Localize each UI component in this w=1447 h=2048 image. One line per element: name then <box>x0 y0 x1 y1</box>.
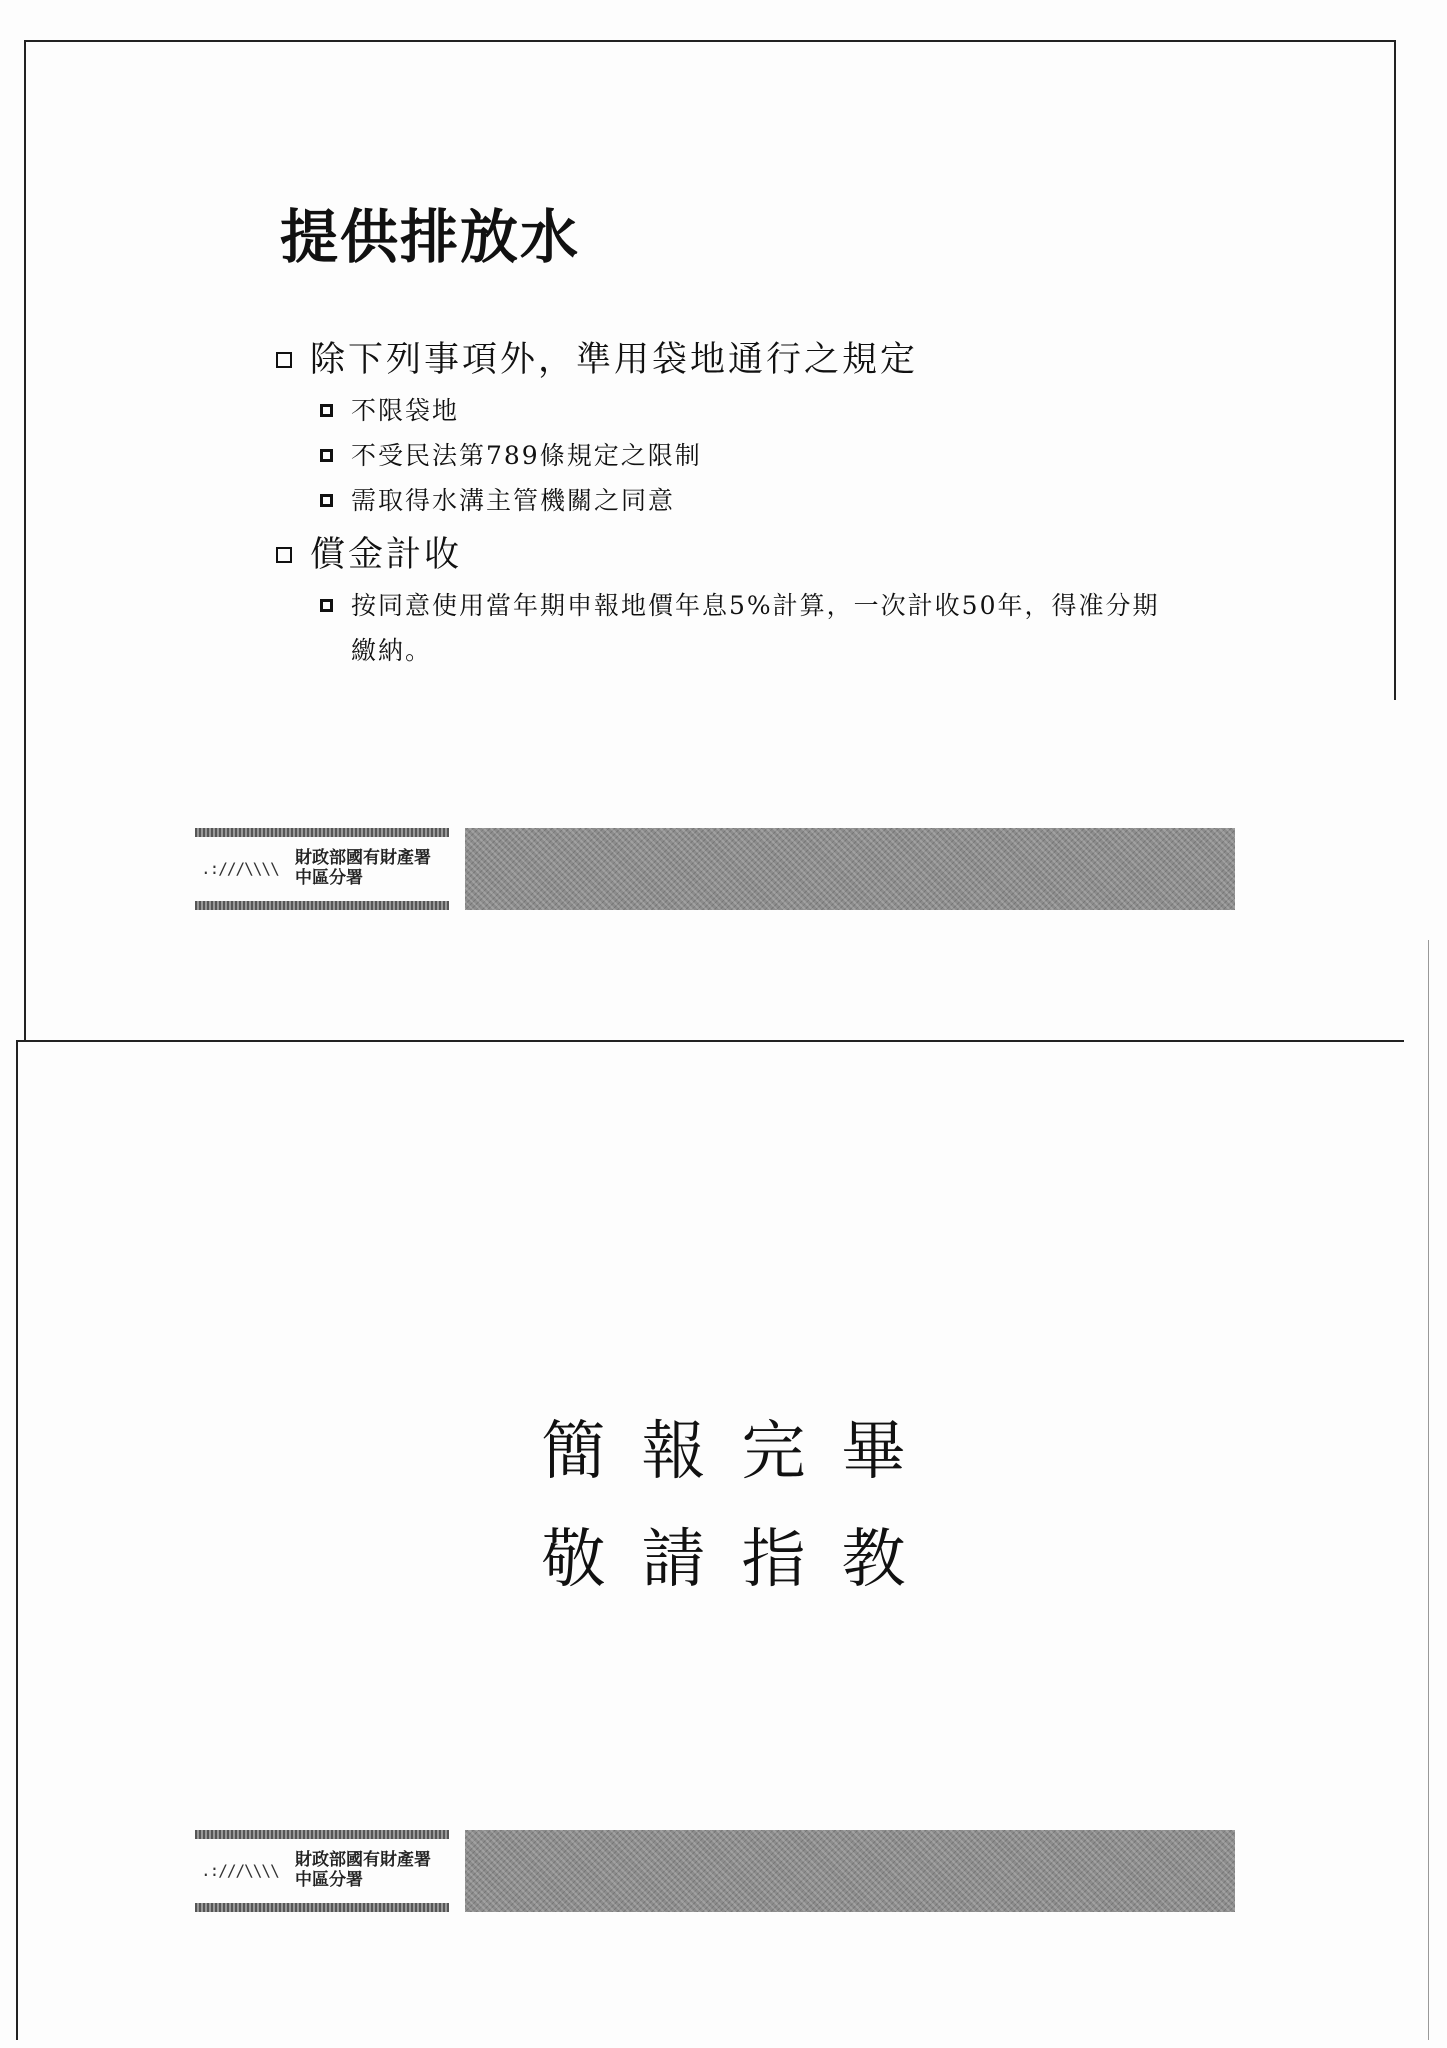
sub-bullet-text: 不受民法第789條規定之限制 <box>351 441 702 470</box>
bullet-text: 除下列事項外，準用袋地通行之規定 <box>310 340 919 380</box>
bullet-text: 償金計收 <box>310 535 463 575</box>
sub-bullet-item <box>320 478 1196 523</box>
org-branch: 中區分署 <box>295 868 363 888</box>
mountain-logo-icon: .:///\\\\ <box>201 859 279 878</box>
org-logo <box>195 1830 449 1912</box>
org-name: 財政部國有財產署 <box>295 1850 431 1870</box>
square-bullet-icon <box>320 599 333 612</box>
footer-gray-band <box>465 1830 1235 1912</box>
square-bullet-icon <box>320 494 333 507</box>
bullet-item <box>276 332 1196 388</box>
org-name: 財政部國有財產署 <box>295 848 431 868</box>
org-branch: 中區分署 <box>295 1870 363 1890</box>
square-bullet-icon <box>320 404 333 417</box>
slide1-right-border <box>1394 40 1396 700</box>
slide-divider <box>16 1040 1404 1042</box>
footer-gray-band <box>465 828 1235 910</box>
sub-bullet-item <box>320 388 1196 433</box>
closing-line-2: 敬請指教 <box>541 1523 942 1597</box>
closing-line-1: 簡報完畢 <box>541 1415 942 1489</box>
sub-bullet-item <box>320 433 1196 478</box>
bullet-list <box>276 332 1196 673</box>
slide1-top-border <box>24 40 1396 42</box>
hollow-square-bullet-icon <box>276 547 292 563</box>
sub-bullet-text: 按同意使用當年期申報地價年息5%計算，一次計收50年，得准分期繳納。 <box>351 591 1160 665</box>
org-logo <box>195 828 449 910</box>
mountain-logo-icon: .:///\\\\ <box>201 1861 279 1880</box>
slide-title: 提供排放水 <box>280 203 581 271</box>
hollow-square-bullet-icon <box>276 352 292 368</box>
sub-bullet-text: 不限袋地 <box>351 396 460 425</box>
slide-footer <box>195 828 1235 910</box>
sub-bullet-text: 需取得水溝主管機關之同意 <box>351 486 676 515</box>
slide-footer <box>195 1830 1235 1912</box>
square-bullet-icon <box>320 449 333 462</box>
bullet-item <box>276 527 1196 583</box>
sub-bullet-item <box>320 583 1160 673</box>
slide1-left-border <box>24 40 26 1040</box>
